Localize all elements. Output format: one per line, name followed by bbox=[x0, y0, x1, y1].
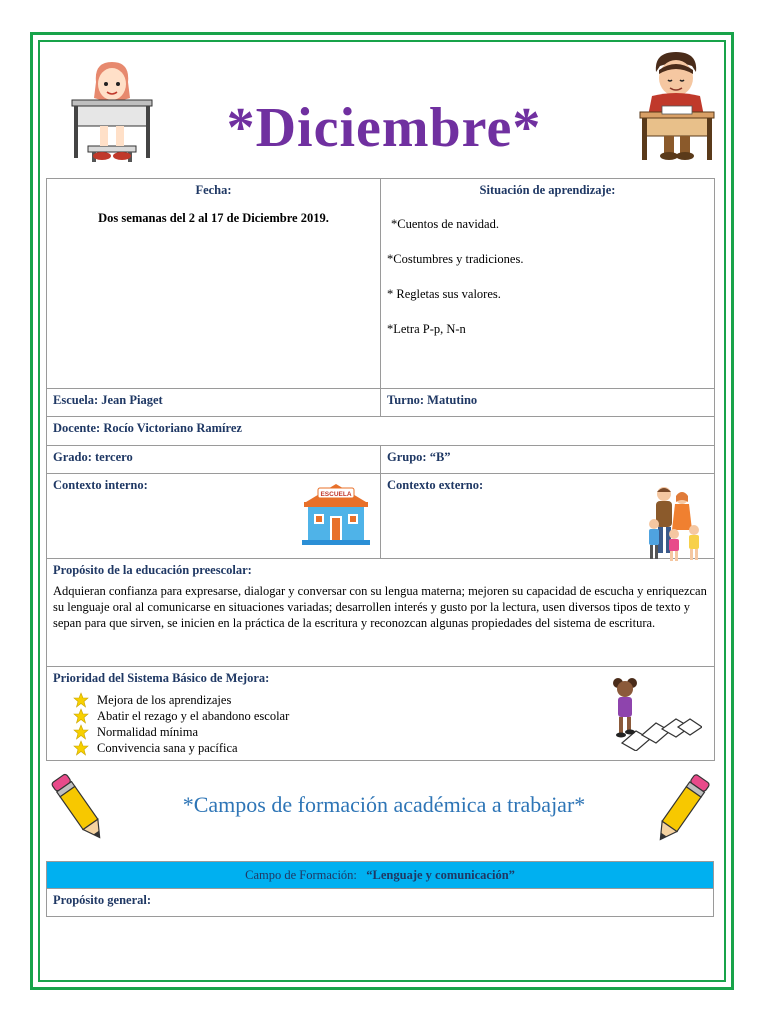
page-title: *Diciembre* bbox=[226, 97, 542, 159]
prioridad-label: Prioridad del Sistema Básico de Mejora: bbox=[53, 671, 270, 685]
situacion-item: *Cuentos de navidad. bbox=[391, 217, 499, 231]
school-sign-text: ESCUELA bbox=[320, 491, 352, 498]
fecha-cell bbox=[47, 179, 381, 389]
hopscotch-child-icon bbox=[602, 673, 702, 751]
fecha-label: Fecha: bbox=[195, 183, 232, 197]
prioridad-item-text: Mejora de los aprendizajes bbox=[97, 693, 232, 707]
fecha-value: Dos semanas del 2 al 17 de Diciembre 2019. bbox=[98, 211, 329, 225]
prioridad-item-text: Abatir el rezago y el abandono escolar bbox=[97, 709, 290, 723]
grupo-cell: Grupo: “B” bbox=[381, 446, 715, 474]
situacion-item: *Costumbres y tradiciones. bbox=[387, 252, 524, 266]
turno-cell: Turno: Matutino bbox=[381, 389, 715, 417]
situacion-item: * Regletas sus valores. bbox=[387, 287, 501, 301]
situacion-cell bbox=[381, 179, 715, 389]
star-icon bbox=[73, 724, 89, 740]
school-building-icon bbox=[300, 480, 372, 546]
escuela-cell: Escuela: Jean Piaget bbox=[47, 389, 381, 417]
star-icon bbox=[73, 740, 89, 756]
prioridad-cell bbox=[47, 667, 715, 761]
proposito-general-cell: Propósito general: bbox=[47, 889, 714, 917]
prioridad-item-text: Normalidad mínima bbox=[97, 725, 199, 739]
contexto-interno-label: Contexto interno: bbox=[53, 478, 148, 492]
proposito-text: Adquieran confianza para expresarse, dialogar y conversar con su lengua materna; mejoren su capacidad de escucha y enriquezcan su lenguaje oral al comunicarse en situaciones variadas; desarrollen interés y gusto por la lectura, usen diversos tipos de texto y sepan para que sirven, se inicien en la práctica de la escritura y reconozcan algunas propiedades del sistema de escritura. bbox=[53, 584, 707, 630]
campo-table bbox=[46, 861, 714, 917]
campo-header bbox=[47, 862, 714, 889]
contexto-externo-label: Contexto externo: bbox=[387, 478, 484, 492]
proposito-label: Propósito de la educación preescolar: bbox=[53, 563, 252, 577]
campo-label: Campo de Formación: bbox=[245, 868, 357, 882]
contexto-interno-cell bbox=[47, 474, 381, 559]
planning-table bbox=[46, 178, 715, 761]
situacion-item: *Letra P-p, N-n bbox=[387, 322, 466, 336]
campos-heading: *Campos de formación académica a trabajar* bbox=[182, 792, 586, 817]
star-icon bbox=[73, 692, 89, 708]
star-icon bbox=[73, 708, 89, 724]
docente-cell: Docente: Rocío Victoriano Ramírez bbox=[47, 417, 715, 446]
situacion-label: Situación de aprendizaje: bbox=[479, 183, 616, 197]
campo-value: “Lenguaje y comunicación” bbox=[366, 868, 515, 882]
contexto-externo-cell bbox=[381, 474, 715, 559]
grado-cell: Grado: tercero bbox=[47, 446, 381, 474]
proposito-cell bbox=[47, 559, 715, 667]
prioridad-item-text: Convivencia sana y pacífica bbox=[97, 741, 238, 755]
family-icon bbox=[646, 484, 704, 562]
